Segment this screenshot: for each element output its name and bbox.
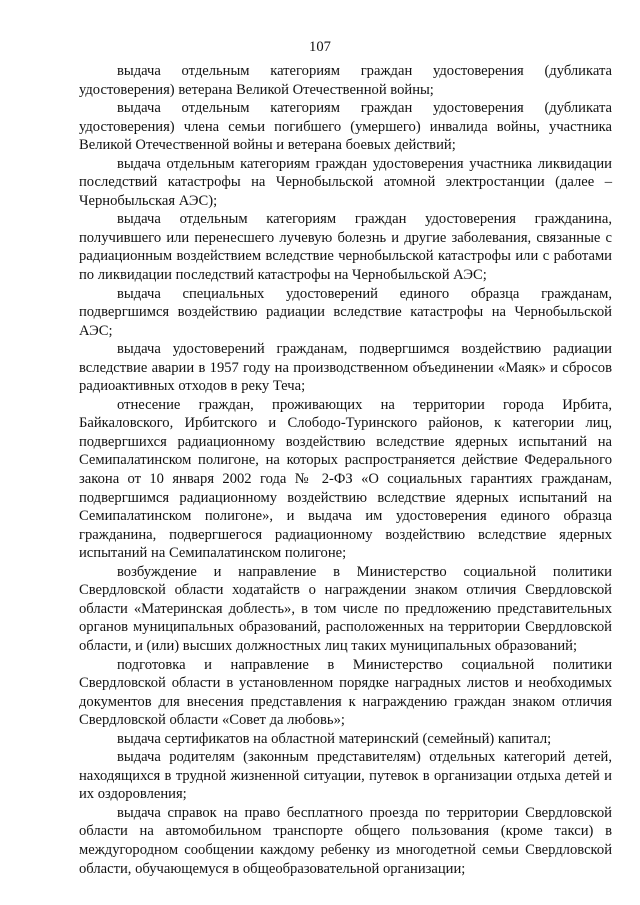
paragraph-9: подготовка и направление в Министерство социальной политики Свердловской области в установленном порядке наградных листов и необходимых документов для внесения представления к награждению граждан знаком отличия Свердловской области «Совет да любовь»;	[79, 656, 612, 729]
document-body	[79, 62, 612, 878]
page-number: 107	[309, 39, 331, 55]
paragraph-11: выдача родителям (законным представителям) отдельных категорий детей, находящихся в трудной жизненной ситуации, путевок в организации отдыха детей и их оздоровления;	[79, 749, 612, 803]
paragraph-7: отнесение граждан, проживающих на территории города Ирбита, Байкаловского, Ирбитского и Слободо-Туринского районов, к категории лиц, подвергшихся радиационному воздействию вследствие ядерных испытаний на Семипалатинском полигоне, на которых распространяется действие Федерального закона от 10 января 2002 года № 2-ФЗ «О социальных гарантиях гражданам, подвергшимся радиационному воздействию вследствие ядерных испытаний на Семипалатинском полигоне», и выдача им удостоверения единого образца гражданина, подвергшегося радиационному воздействию вследствие ядерных испытаний на Семипалатинском полигоне;	[79, 396, 612, 562]
paragraph-1: выдача отдельным категориям граждан удостоверения (дубликата удостоверения) ветерана Великой Отечественной войны;	[79, 63, 612, 98]
paragraph-4: выдача отдельным категориям граждан удостоверения гражданина, получившего или перенесшего лучевую болезнь и другие заболевания, связанные с радиационным воздействием вследствие чернобыльской катастрофы или с работами по ликвидации последствий катастрофы на Чернобыльской АЭС;	[79, 211, 612, 284]
paragraph-12: выдача справок на право бесплатного проезда по территории Свердловской области на автомобильном транспорте общего пользования (кроме такси) в междугородном сообщении каждому ребенку из многодетной семьи Свердловской области, обучающемуся в общеобразовательной организации;	[79, 804, 612, 877]
paragraph-2: выдача отдельным категориям граждан удостоверения (дубликата удостоверения) члена семьи погибшего (умершего) инвалида войны, участника Великой Отечественной войны и ветерана боевых действий;	[79, 100, 612, 154]
paragraph-5: выдача специальных удостоверений единого образца гражданам, подвергшимся воздействию радиации вследствие катастрофы на Чернобыльской АЭС;	[79, 285, 612, 339]
paragraph-6: выдача удостоверений гражданам, подвергшимся воздействию радиации вследствие аварии в 1957 году на производственном объединении «Маяк» и сбросов радиоактивных отходов в реку Теча;	[79, 341, 612, 395]
paragraph-8: возбуждение и направление в Министерство социальной политики Свердловской области ходатайств о награждении знаком отличия Свердловской области «Материнская доблесть», в том числе по предложению представительных органов муниципальных образований, расположенных на территории Свердловской области, и (или) высших должностных лиц таких муниципальных образований;	[79, 563, 612, 654]
paragraph-10: выдача сертификатов на областной материнский (семейный) капитал;	[117, 730, 552, 747]
paragraph-3: выдача отдельным категориям граждан удостоверения участника ликвидации последствий катастрофы на Чернобыльской атомной электростанции (далее – Чернобыльская АЭС);	[79, 155, 612, 209]
